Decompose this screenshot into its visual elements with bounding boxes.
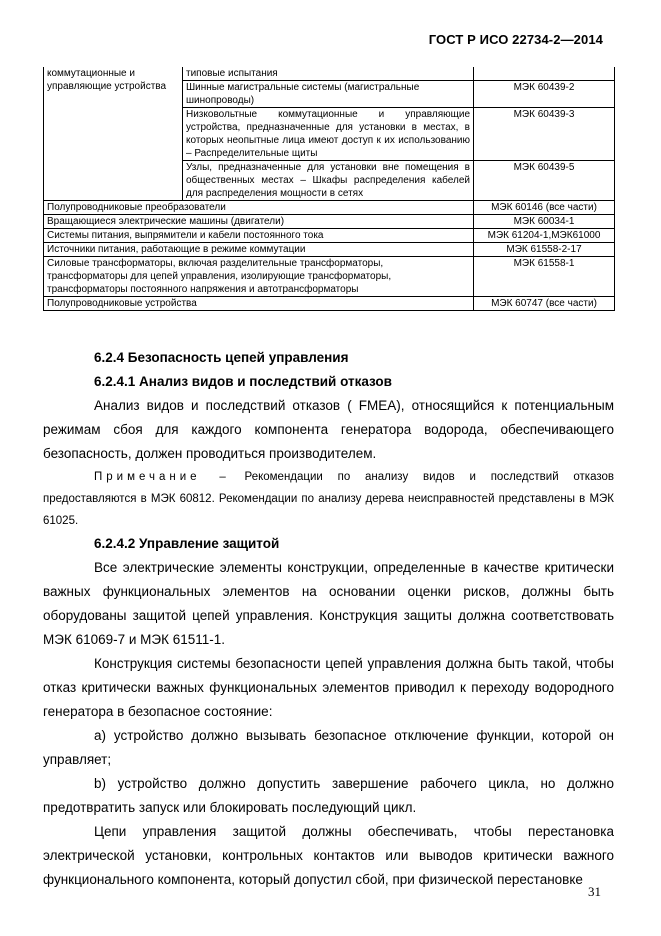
list-item: a) устройство должно вызывать безопасное отключение функции, которой он управляет; (43, 728, 614, 767)
table-cell-std: МЭК 61204-1,МЭК61000 (474, 229, 615, 243)
table-cell-std: МЭК 60034-1 (474, 215, 615, 229)
note (43, 466, 614, 532)
table-row (44, 201, 615, 215)
table-cell-std: МЭК 60439-5 (474, 161, 615, 201)
table-cell-std: МЭК 60146 (все части) (474, 201, 615, 215)
table-cell-desc: Узлы, предназначенные для установки вне помещения в общественных местах – Шкафы распределения кабелей для распределения мощности в сетях (183, 161, 474, 201)
paragraph: Цепи управления защитой должны обеспечивать, чтобы перестановка электрической установки, контрольных контактов или выводов критически важного функционального компонента, который допустил сбой, при физической перестановке (43, 824, 614, 887)
table-group-label: коммутационные и управляющие устройства (44, 67, 183, 201)
section-heading: 6.2.4.2 Управление защитой (94, 536, 280, 551)
note-text: Рекомендации по анализу видов и последствий отказов предоставляются в МЭК 60812. Рекомендации по анализу дерева неисправностей представлены в МЭК 61025. (43, 471, 615, 527)
table-row (44, 67, 615, 81)
table-cell-std: МЭК 61558-2-17 (474, 243, 615, 257)
table-row (44, 243, 615, 257)
table-cell-desc: Низковольтные коммутационные и управляющие устройства, предназначенные для установки в местах, в которых неопытные лица имеют доступ к их использованию – Распределительные щиты (183, 108, 474, 161)
table-row (44, 215, 615, 229)
table-cell-std: МЭК 60439-3 (474, 108, 615, 161)
list-item: b) устройство должно допустить завершение рабочего цикла, но должно предотвратить запуск или блокировать последующий цикл. (43, 776, 614, 815)
table-cell-desc: Полупроводниковые преобразователи (44, 201, 474, 215)
table-cell-desc: Источники питания, работающие в режиме коммутации (44, 243, 474, 257)
table-cell-std: МЭК 60747 (все части) (474, 297, 615, 311)
page-number: 31 (588, 884, 601, 899)
table-cell-desc: Полупроводниковые устройства (44, 297, 474, 311)
table-cell-desc: Шинные магистральные системы (магистральные шинопроводы) (183, 81, 474, 108)
table-cell-desc: типовые испытания (183, 67, 474, 81)
table-cell-desc: Силовые трансформаторы, включая разделительные трансформаторы, трансформаторы для цепей управления, изолирующие трансформаторы, трансформаторы постоянного напряжения и автотрансформаторы (44, 257, 474, 297)
document-header: ГОСТ Р ИСО 22734-2—2014 (428, 32, 603, 47)
paragraph: Все электрические элементы конструкции, определенные в качестве критически важных функциональных элементов на основании оценки рисков, должны быть оборудованы защитой цепей управления. Конструкция защиты должна соответствовать МЭК 61069-7 и МЭК 61511-1. (43, 560, 614, 647)
section-heading: 6.2.4.1 Анализ видов и последствий отказов (94, 374, 392, 389)
paragraph: Анализ видов и последствий отказов ( FMEA), относящийся к потенциальным режимам сбоя для каждого компонента генератора водорода, обеспечивающего безопасность, должен проводиться производителем. (43, 398, 614, 461)
table-row (44, 229, 615, 243)
paragraph: Конструкция системы безопасности цепей управления должна быть такой, чтобы отказ критически важных функциональных элементов приводил к переходу водородного генератора в безопасное состояние: (43, 656, 614, 719)
table-cell-std: МЭК 60439-2 (474, 81, 615, 108)
table-row (44, 297, 615, 311)
table-row (44, 257, 615, 297)
section-heading: 6.2.4 Безопасность цепей управления (94, 350, 349, 365)
table-cell-std: МЭК 61558-1 (474, 257, 615, 297)
note-label: Примечание – (94, 471, 230, 483)
table-cell-desc: Системы питания, выпрямители и кабели постоянного тока (44, 229, 474, 243)
table-cell-desc: Вращающиеся электрические машины (двигатели) (44, 215, 474, 229)
table-cell-std (474, 67, 615, 81)
standards-table (43, 67, 615, 311)
document-body (43, 346, 614, 892)
